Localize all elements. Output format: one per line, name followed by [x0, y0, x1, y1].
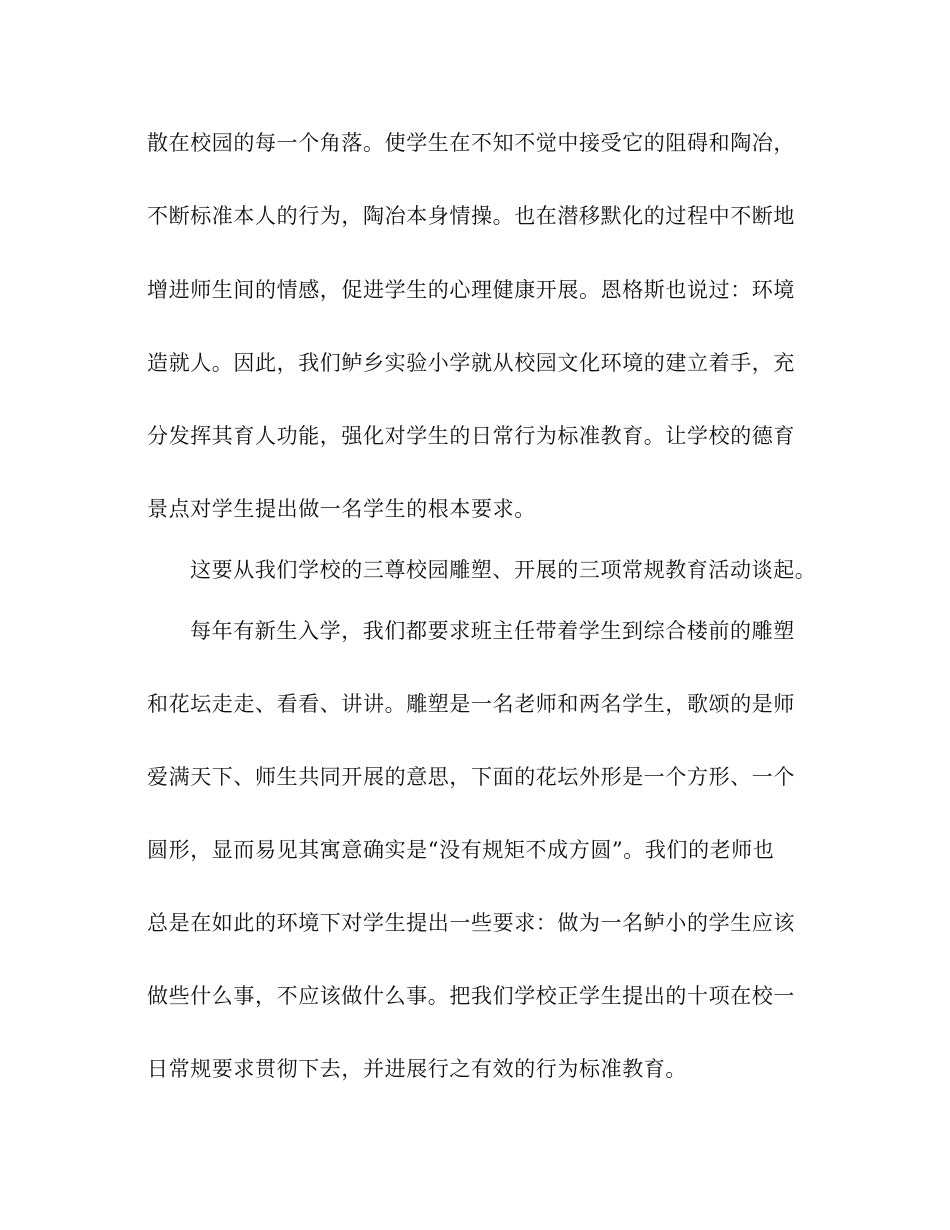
body-text-line: 圆形，显而易见其寓意确实是“没有规矩不成方圆”。我们的老师也 — [147, 838, 775, 862]
body-text-line: 做些什么事，不应该做什么事。把我们学校正学生提出的十项在校一 — [147, 984, 795, 1008]
paragraph-first-line: 这要从我们学校的三尊校园雕塑、开展的三项常规教育活动谈起。 — [190, 558, 817, 582]
body-text-line: 日常规要求贯彻下去，并进展行之有效的行为标准教育。 — [147, 1057, 687, 1081]
paragraph-first-line: 每年有新生入学，我们都要求班主任带着学生到综合楼前的雕塑 — [190, 619, 795, 643]
body-text-line: 分发挥其育人功能，强化对学生的日常行为标准教育。让学校的德育 — [147, 424, 795, 448]
body-text-line: 增进师生间的情感，促进学生的心理健康开展。恩格斯也说过：环境 — [147, 278, 795, 302]
body-text-line: 景点对学生提出做一名学生的根本要求。 — [147, 497, 536, 521]
body-text-line: 造就人。因此，我们鲈乡实验小学就从校园文化环境的建立着手，充 — [147, 351, 795, 375]
body-text-line: 不断标准本人的行为，陶冶本身情操。也在潜移默化的过程中不断地 — [147, 204, 795, 228]
body-text-line: 总是在如此的环境下对学生提出一些要求：做为一名鲈小的学生应该 — [147, 911, 795, 935]
body-text-line: 爱满天下、师生共同开展的意思，下面的花坛外形是一个方形、一个 — [147, 765, 795, 789]
body-text-line: 散在校园的每一个角落。使学生在不知不觉中接受它的阻碍和陶冶， — [147, 131, 795, 155]
body-text-line: 和花坛走走、看看、讲讲。雕塑是一名老师和两名学生，歌颂的是师 — [147, 692, 795, 716]
